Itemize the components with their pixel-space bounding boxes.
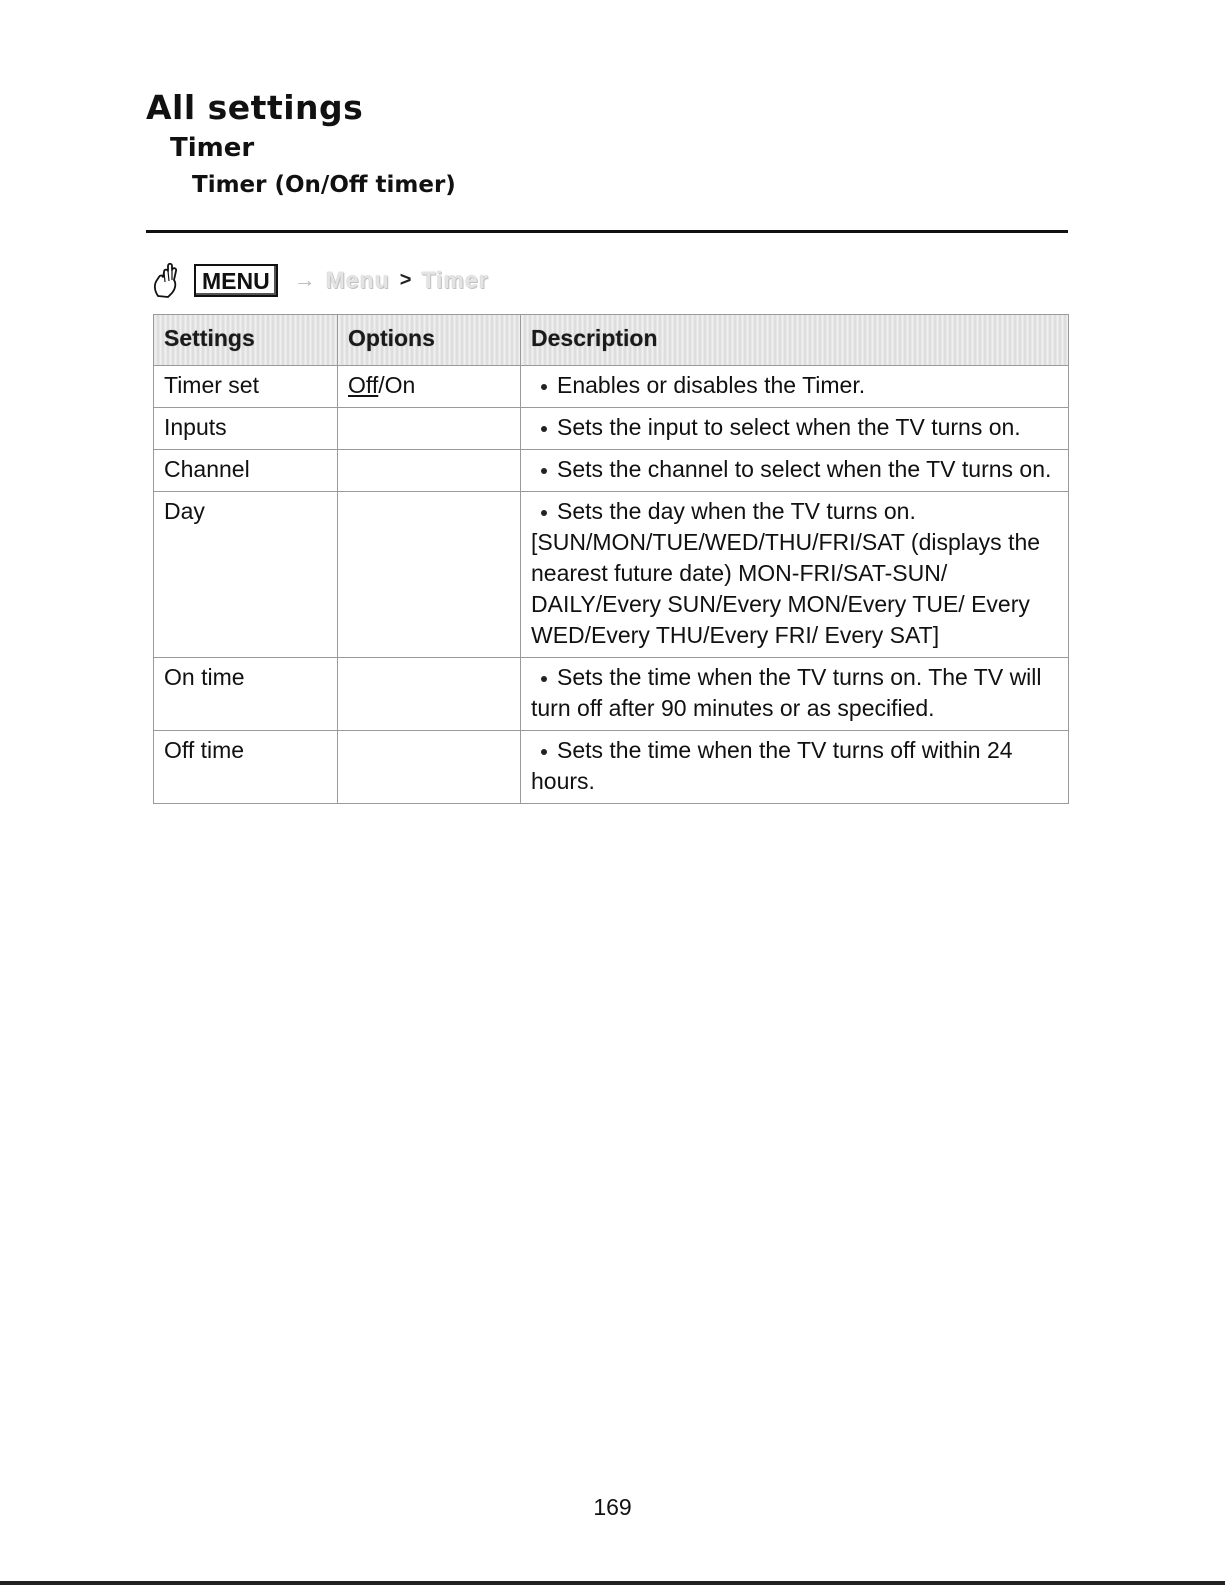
page-title: All settings: [146, 88, 364, 127]
table-row: [154, 366, 1069, 408]
bullet-icon: [541, 426, 547, 432]
setting-options: [338, 492, 521, 658]
table-row: [154, 658, 1069, 731]
subsection-title: Timer (On/Off timer): [192, 172, 456, 198]
other-option: /On: [378, 372, 416, 398]
setting-description: Sets the input to select when the TV turns on.: [521, 408, 1069, 450]
header-settings: Settings: [154, 315, 338, 366]
menu-path: [150, 260, 489, 300]
setting-name: Inputs: [154, 408, 338, 450]
bullet-icon: [541, 749, 547, 755]
setting-description: Sets the time when the TV turns off within 24 hours.: [521, 731, 1069, 804]
setting-name: Day: [154, 492, 338, 658]
page-bottom-border: [0, 1581, 1225, 1585]
table-row: [154, 492, 1069, 658]
setting-options: [338, 658, 521, 731]
setting-description: Sets the day when the TV turns on. [SUN/MON/TUE/WED/THU/FRI/SAT (displays the nearest future date) MON-FRI/SAT-SUN/ DAILY/Every SUN/Every MON/Every TUE/ Every WED/Every THU/Every FRI/ Every SAT]: [521, 492, 1069, 658]
table-row: [154, 450, 1069, 492]
setting-name: Off time: [154, 731, 338, 804]
setting-options: [338, 408, 521, 450]
setting-description: Sets the channel to select when the TV turns on.: [521, 450, 1069, 492]
header-description: Description: [521, 315, 1069, 366]
setting-name: On time: [154, 658, 338, 731]
section-title: Timer: [170, 133, 255, 163]
title-divider: [146, 230, 1068, 233]
menu-key-label: MENU: [194, 264, 278, 297]
setting-options: [338, 731, 521, 804]
default-option: Off: [348, 372, 379, 398]
page-number: 169: [593, 1494, 632, 1520]
breadcrumb-menu: Menu: [325, 266, 390, 293]
bullet-icon: [541, 676, 547, 682]
table-row: [154, 731, 1069, 804]
setting-options: [338, 450, 521, 492]
table-row: [154, 408, 1069, 450]
setting-description: Enables or disables the Timer.: [521, 366, 1069, 408]
bullet-icon: [541, 468, 547, 474]
header-options: Options: [338, 315, 521, 366]
setting-name: Channel: [154, 450, 338, 492]
setting-description: Sets the time when the TV turns on. The TV will turn off after 90 minutes or as specified.: [521, 658, 1069, 731]
bullet-icon: [541, 510, 547, 516]
breadcrumb-timer: Timer: [421, 266, 489, 293]
setting-name: Timer set: [154, 366, 338, 408]
settings-table: [153, 314, 1069, 804]
setting-options: [338, 366, 521, 408]
bullet-icon: [541, 384, 547, 390]
arrow-right-icon: →: [293, 267, 316, 292]
table-header-row: [154, 315, 1069, 366]
breadcrumb-separator: >: [399, 268, 412, 291]
hand-pointer-icon: [150, 260, 184, 300]
day-options-list: [SUN/MON/TUE/WED/THU/FRI/SAT (displays the nearest future date) MON-FRI/SAT-SUN/ DAILY/Every SUN/Every MON/Every TUE/ Every WED/Every THU/Every FRI/ Every SAT]: [531, 529, 1041, 648]
